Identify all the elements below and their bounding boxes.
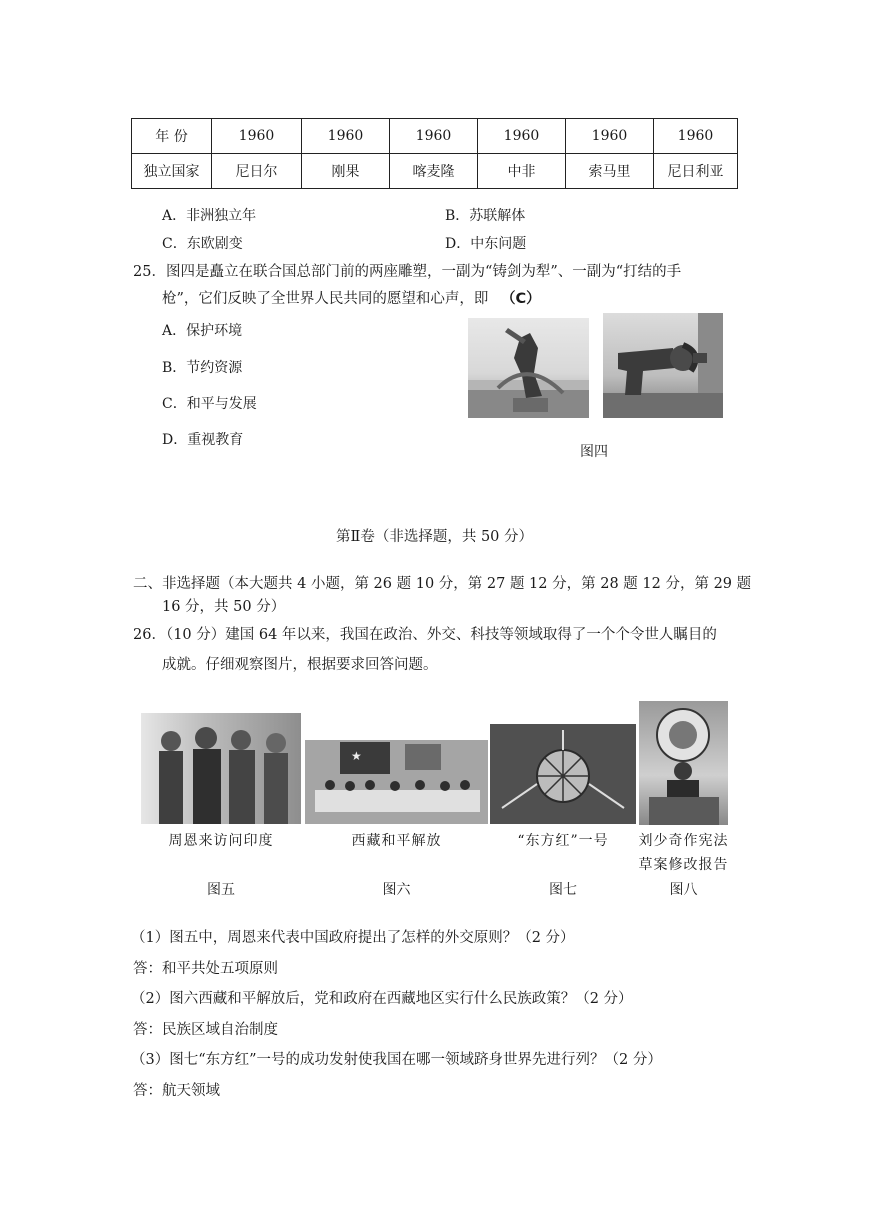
tibet-liberation-photo xyxy=(305,740,488,824)
q26-answer3: 答：航天领域 xyxy=(133,1083,220,1099)
q24-option-b: B．苏联解体 xyxy=(445,208,526,224)
table-cell: 1960 xyxy=(390,119,478,154)
q25-option-a: A．保护环境 xyxy=(162,323,243,339)
q25-stem-line1: 25．图四是矗立在联合国总部门前的两座雕塑，一副为“铸剑为犁”、一副为“打结的手 xyxy=(133,264,682,280)
q25-option-d: D．重视教育 xyxy=(162,432,244,448)
q25-stem-line2 xyxy=(162,285,541,314)
table-cell: 喀麦隆 xyxy=(390,154,478,189)
table-cell: 尼日尔 xyxy=(212,154,302,189)
table-cell: 1960 xyxy=(478,119,566,154)
q25-answer: （C） xyxy=(501,291,541,307)
table-cell: 1960 xyxy=(654,119,738,154)
svg-text:★: ★ xyxy=(351,749,362,763)
sword-plowshare-sculpture-image xyxy=(468,318,589,418)
knotted-gun-sculpture-image xyxy=(603,313,723,418)
figure-8-label: 图八 xyxy=(669,882,698,898)
table-row xyxy=(132,154,738,189)
figure-7-label: 图七 xyxy=(549,882,577,898)
table-header-cell: 独立国家 xyxy=(132,154,212,189)
q26-answer1: 答：和平共处五项原则 xyxy=(133,961,278,977)
q26-sub3: （3）图七“东方红”一号的成功发射使我国在哪一领域跻身世界先进行列？（2 分） xyxy=(131,1052,662,1068)
q25-option-c: C．和平与发展 xyxy=(162,396,257,412)
figure-5-label: 图五 xyxy=(207,882,235,898)
q26-stem-line1: 26．（10 分）建国 64 年以来，我国在政治、外交、科技等领域取得了一个个令世人瞩目的 xyxy=(133,627,717,643)
table-cell: 1960 xyxy=(212,119,302,154)
q26-sub1: （1）图五中，周恩来代表中国政府提出了怎样的外交原则？（2 分） xyxy=(131,930,575,946)
section-2-intro-line2: 16 分，共 50 分） xyxy=(162,599,286,615)
section-2-title: 第Ⅱ卷（非选择题，共 50 分） xyxy=(335,529,534,545)
photo-7-caption: “东方红”一号 xyxy=(517,833,609,849)
table-cell: 刚果 xyxy=(302,154,390,189)
photo-8-caption-line2: 草案修改报告 xyxy=(638,857,729,873)
q25-option-b: B．节约资源 xyxy=(162,360,243,376)
q26-answer2: 答：民族区域自治制度 xyxy=(133,1022,278,1038)
q26-sub2: （2）图六西藏和平解放后，党和政府在西藏地区实行什么民族政策？（2 分） xyxy=(131,991,633,1007)
table-cell: 1960 xyxy=(566,119,654,154)
table-cell: 1960 xyxy=(302,119,390,154)
q24-option-d: D．中东问题 xyxy=(445,236,527,252)
liu-shaoqi-constitution-photo xyxy=(639,701,728,825)
q24-option-c: C．东欧剧变 xyxy=(162,236,243,252)
table-cell: 索马里 xyxy=(566,154,654,189)
independence-table xyxy=(131,118,738,189)
photo-6-caption: 西藏和平解放 xyxy=(351,833,442,849)
table-header-cell: 年 份 xyxy=(132,119,212,154)
table-cell: 中非 xyxy=(478,154,566,189)
table-cell: 尼日利亚 xyxy=(654,154,738,189)
figure-4-caption: 图四 xyxy=(580,444,608,460)
section-2-intro-line1: 二、非选择题（本大题共 4 小题，第 26 题 10 分，第 27 题 12 分，第 28 题 12 分，第 29 题 xyxy=(133,576,752,592)
q26-stem-line2: 成就。仔细观察图片，根据要求回答问题。 xyxy=(162,657,438,673)
dongfanghong-satellite-photo xyxy=(490,724,636,824)
photo-8-caption: 刘少奇作宪法 xyxy=(638,833,729,849)
q25-stem-text: 枪”，它们反映了全世界人民共同的愿望和心声，即 xyxy=(162,291,489,307)
figure-6-label: 图六 xyxy=(382,882,411,898)
table-row xyxy=(132,119,738,154)
zhou-enlai-india-photo xyxy=(141,713,301,824)
q24-option-a: A．非洲独立年 xyxy=(162,208,257,224)
photo-5-caption: 周恩来访问印度 xyxy=(168,833,274,849)
